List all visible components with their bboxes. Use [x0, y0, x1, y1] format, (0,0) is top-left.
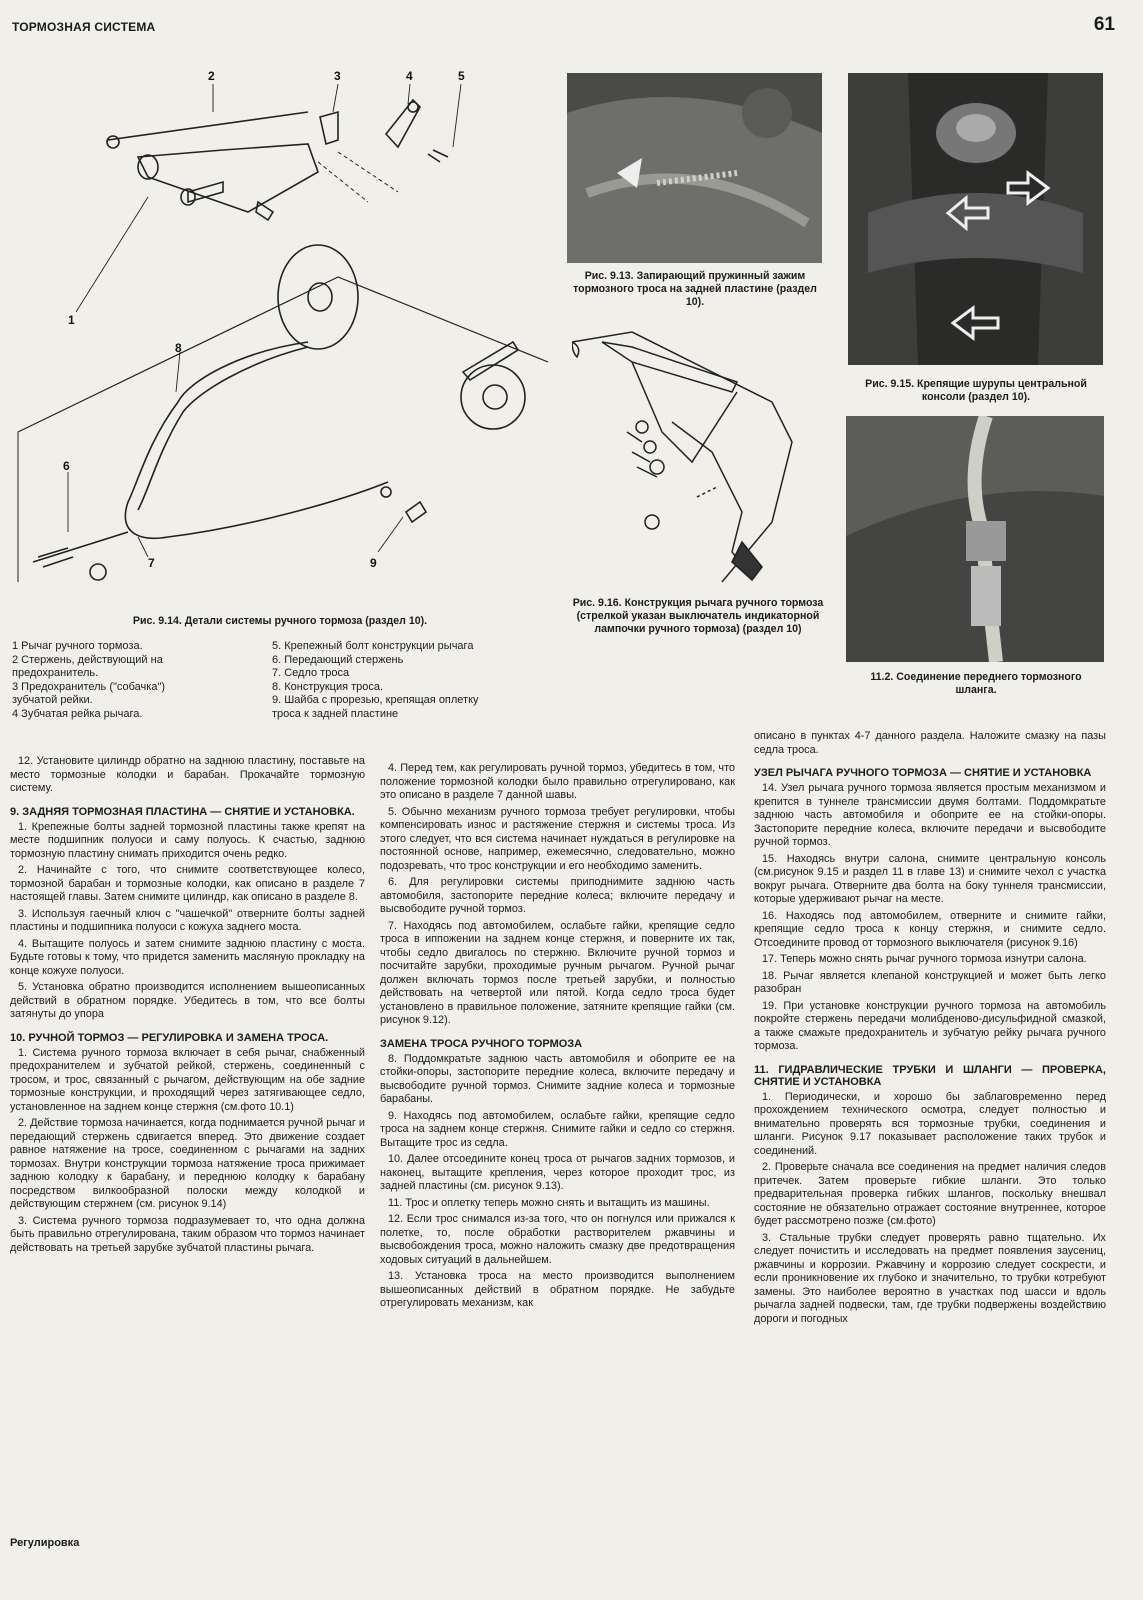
paragraph: 1. Периодически, и хорошо бы заблаговременно перед прохождением технического осмотра, следует полностью и внимательно проверять вся тормозные трубки, соединения и шланги. Рисунок 9.17 показывает расположение таких трубок и соединений.: [754, 1090, 1106, 1157]
paragraph: 17. Теперь можно снять рычаг ручного тормоза изнутри салона.: [762, 953, 1087, 965]
photo-9-15: [848, 73, 1103, 365]
paragraph: 12. Если трос снимался из-за того, что он погнулся или прижался к полетке, то, после обработки растворителем ржавчины и высвобождения троса, можно наложить смазку две предотвращения ходовых ситуаций в дальнейшем.: [380, 1213, 735, 1266]
paragraph: 5. Обычно механизм ручного тормоза требует регулировки, чтобы компенсировать износ и растяжение стержня и системы троса. Из этого следует, что вся система начинает нуждаться в регулировке на постоянной основе, например, ежемесячно, следовательно, можно подозревать, что трос конструкции и его необходимо заменить.: [380, 805, 735, 872]
legend-item: троса к задней пластине: [272, 707, 399, 720]
paragraph: описано в пунктах 4-7 данного раздела. Наложите смазку на пазы седла троса.: [754, 730, 1106, 756]
paragraph: 10. Далее отсоедините конец троса от рычагов задних тормозов, и наконец, вытащите крепления, через которое проходит трос, из задней пластины (см. рисунок 9.13).: [380, 1153, 735, 1192]
callout-4: 4: [406, 69, 413, 83]
figure-11-2-caption: 11.2. Соединение переднего тормозного шланга.: [870, 671, 1082, 696]
paragraph: 2. Проверьте сначала все соединения на предмет наличия следов притечек. Затем проверьте гибкие шланги. Это только предварительная проверка гибких шлангов, поскольку внешвал состояние не обязательно отражает состояние внутреннее, которое будет рассмотрено позже (см.фото): [754, 1161, 1106, 1227]
section-heading: 11. ГИДРАВЛИЧЕСКИЕ ТРУБКИ И ШЛАНГИ — ПРОВЕРКА, СНЯТИЕ И УСТАНОВКА: [754, 1063, 1106, 1088]
figure-9-14-caption: Рис. 9.14. Детали системы ручного тормоза (раздел 10).: [132, 615, 428, 627]
photo-9-13: [567, 73, 822, 263]
legend-item: 3 Предохранитель ("собачка"): [12, 680, 166, 693]
callout-5: 5: [458, 69, 465, 83]
callout-7: 7: [148, 556, 155, 570]
legend-item: 5. Крепежный болт конструкции рычага: [272, 640, 474, 652]
legend-item: зубчатой рейки.: [12, 694, 93, 706]
paragraph: 15. Находясь внутри салона, снимите центральную консоль (см.рисунок 9.15 и раздел 11 в главе 13) и снимите чехол с участка вокруг рычага. Отверните два болта на боку туннеля трансмиссии, которые удерживают рычаг на месте.: [754, 852, 1106, 905]
paragraph: 5. Установка обратно производится исполнением вышеописанных действий в обратном порядке. Убедитесь в том, что все болты затянуты до упора: [10, 981, 365, 1020]
paragraph: 18. Рычаг является клепаной конструкцией и может быть легко разобран: [754, 969, 1106, 995]
section-heading: 9. ЗАДНЯЯ ТОРМОЗНАЯ ПЛАСТИНА — СНЯТИЕ И УСТАНОВКА.: [10, 805, 355, 818]
section-heading: ЗАМЕНА ТРОСА РУЧНОГО ТОРМОЗА: [380, 1037, 583, 1050]
legend-item: 7. Седло троса: [272, 667, 350, 679]
photo-11-2: [846, 416, 1104, 662]
page-number: 61: [1093, 14, 1115, 35]
paragraph: 16. Находясь под автомобилем, отверните и снимите гайки, крепящие седло троса к концу стержня, и снимите седло. Отсоедините провод от тормозного выключателя (рисунок 9.16): [754, 909, 1106, 949]
section-heading: УЗЕЛ РЫЧАГА РУЧНОГО ТОРМОЗА — СНЯТИЕ И УСТАНОВКА: [754, 767, 1092, 779]
legend-item: 2 Стержень, действующий на: [12, 653, 163, 666]
legend-item: 1 Рычаг ручного тормоза.: [12, 640, 143, 652]
callout-1: 1: [68, 313, 75, 327]
section-header: ТОРМОЗНАЯ СИСТЕМА: [12, 20, 156, 34]
paragraph: 3. Система ручного тормоза подразумевает то, что одна должна быть правильно отрегулирована, таким образом что тормоз начинает действовать на третьей зарубке зубчатой пластины рычага.: [10, 1214, 365, 1254]
paragraph: 1. Система ручного тормоза включает в себя рычаг, снабженный предохранителем и зубчатой рейкой, стержень, соединенный с тросом, и трос, связанный с рычагом, действующим на обе задние тормозные конструкции, и проходящий через затягивающее седло, установленное на заднем конце стержня (см.фото 10.1): [10, 1046, 365, 1113]
handbrake-diagram: [8, 62, 548, 602]
figure-9-14-legend-left: [12, 640, 262, 721]
callout-3: 3: [334, 69, 341, 83]
legend-item: 9. Шайба с прорезью, крепящая оплетку: [272, 694, 479, 706]
callout-6: 6: [63, 459, 70, 473]
paragraph: 4. Вытащите полуось и затем снимите заднюю пластину с моста. Будьте готовы к тому, что придется заменить масляную прокладку на конце кожухе полуоси.: [10, 937, 365, 977]
callout-8: 8: [175, 341, 182, 355]
text-column-1: [10, 755, 365, 1258]
callout-9: 9: [370, 556, 377, 570]
paragraph: 12. Установите цилиндр обратно на заднюю пластину, поставьте на место тормозные колодки и барабан. Прокачайте тормозную систему.: [10, 755, 365, 794]
paragraph: 4. Перед тем, как регулировать ручной тормоз, убедитесь в том, что положение тормозной колодки было правильно отрегулировано, как это описано в разделе 7 данной шавы.: [380, 762, 735, 801]
paragraph: 1. Крепежные болты задней тормозной пластины также крепят на месте подшипник полуоси и саму полуось. К счастью, заднюю тормозную пластину снимать приходится очень редко.: [10, 820, 365, 860]
paragraph: 13. Установка троса на место производится выполнением вышеописанных действий в обратном порядке. Не забудьте отрегулировать механизм, как: [380, 1270, 735, 1309]
text-column-3: [754, 730, 1106, 1329]
figure-9-15-caption: Рис. 9.15. Крепящие шурупы центральной консоли (раздел 10).: [865, 378, 1087, 403]
paragraph: 14. Узел рычага ручного тормоза является простым механизмом и крепится в туннеле трансмиссии двумя болтами. Поддомкратьте заднюю часть автомобиля и обоприте ее на стойки-опоры. Застопорите передние колеса, включите передачи и высвободите ручной тормоз.: [754, 782, 1106, 848]
callout-2: 2: [208, 69, 215, 83]
subsection-heading: Регулировка: [10, 1537, 80, 1549]
paragraph: 3. Стальные трубки следует проверять равно тщательно. Их следует почистить и исследовать на предмет появления заусениц, ржавчины и коррозии. Ржавчину и коррозию следует соскрести, и если проникновение их глубоко и значительно, то трубки котребуют замены. Это наиболее вероятно в участках под шасси и вдоль рычагла задней подвески, там, где трубки подвержены воздействию дороги и погодных: [754, 1231, 1106, 1325]
paragraph: 11. Трос и оплетку теперь можно снять и вытащить из машины.: [388, 1196, 710, 1209]
paragraph: 8. Поддомкратьте заднюю часть автомобиля и обоприте ее на стойки-опоры, застопорите передние колеса, включите передачу и высвободите ручной тормоз. Снимите задние колеса и тормозные барабаны.: [380, 1052, 735, 1105]
section-heading: 10. РУЧНОЙ ТОРМОЗ — РЕГУЛИРОВКА И ЗАМЕНА ТРОСА.: [10, 1031, 329, 1044]
paragraph: 9. Находясь под автомобилем, ослабьте гайки, крепящие седло троса на заднем конце стержня. Снимите гайки и седло со стержня. Вытащите трос из седла.: [380, 1109, 735, 1149]
legend-item: предохранитель.: [12, 667, 99, 679]
paragraph: 7. Находясь под автомобилем, ослабьте гайки, крепящие седло троса в иппожении на заднем конце стержня, и поверните их так, чтобы седло двигалось по стержню. Включите ручной тормоз и посчитайте зарубки, проходимые ручным рычагом. Ручной рычаг должен включать тормоз после третьей зарубки, и полностью действовать на четвертой или пятой. Когда седло троса будет установлено в правильное положение, затяните крепящие гайки (см. рисунок 9.12).: [380, 919, 735, 1026]
figure-9-13-caption: Рис. 9.13. Запирающий пружинный зажим тормозного троса на задней пластине (раздел 10).: [573, 270, 817, 308]
legend-item: 8. Конструкция троса.: [272, 680, 384, 693]
text-column-2: [380, 762, 735, 1314]
paragraph: 2. Действие тормоза начинается, когда поднимается ручной рычаг и передающий стержень сдвигается вперед. Это движение создает равное натяжение на тросе, соединенном с рычагами на задних тормозах. Внутри конструкции тормоза натяжение троса прижимает заднюю колодку к барабану, и переднюю колодку к барабану посредством вилкообразной полоски между колодкой и действующим стержнем (см. рисунок 9.14): [10, 1117, 365, 1210]
paragraph: 6. Для регулировки системы приподнимите заднюю часть автомобиля, застопорите передние колеса; включите передачу и высвободите ручной тормоз.: [380, 876, 735, 915]
legend-item: 6. Передающий стержень: [272, 653, 404, 666]
paragraph: 19. При установке конструкции ручного тормоза на автомобиль покройте стержень передачи молибденово-дисульфидной смазкой, а также смажьте предохранитель и зубчатую рейку рычага ручного тормоза.: [754, 999, 1106, 1052]
legend-item: 4 Зубчатая рейка рычага.: [12, 707, 143, 720]
figure-9-14-legend-right: [272, 640, 552, 721]
figure-9-16-caption: Рис. 9.16. Конструкция рычага ручного тормоза (стрелкой указан выключатель индикаторной лампочки ручного тормоза) (раздел 10): [572, 597, 824, 635]
paragraph: 3. Используя гаечный ключ с "чашечкой" отверните болты задней пластины и подшипника полуоси с кожуха заднего моста.: [10, 907, 365, 933]
handbrake-lever-diagram: [572, 322, 842, 592]
paragraph: 2. Начинайте с того, что снимите соответствующее колесо, тормозной барабан и тормозные колодки, как описано в разделе 7 настоящей главы. Затем снимите цилиндр, как описано в разделе 8.: [10, 864, 365, 903]
